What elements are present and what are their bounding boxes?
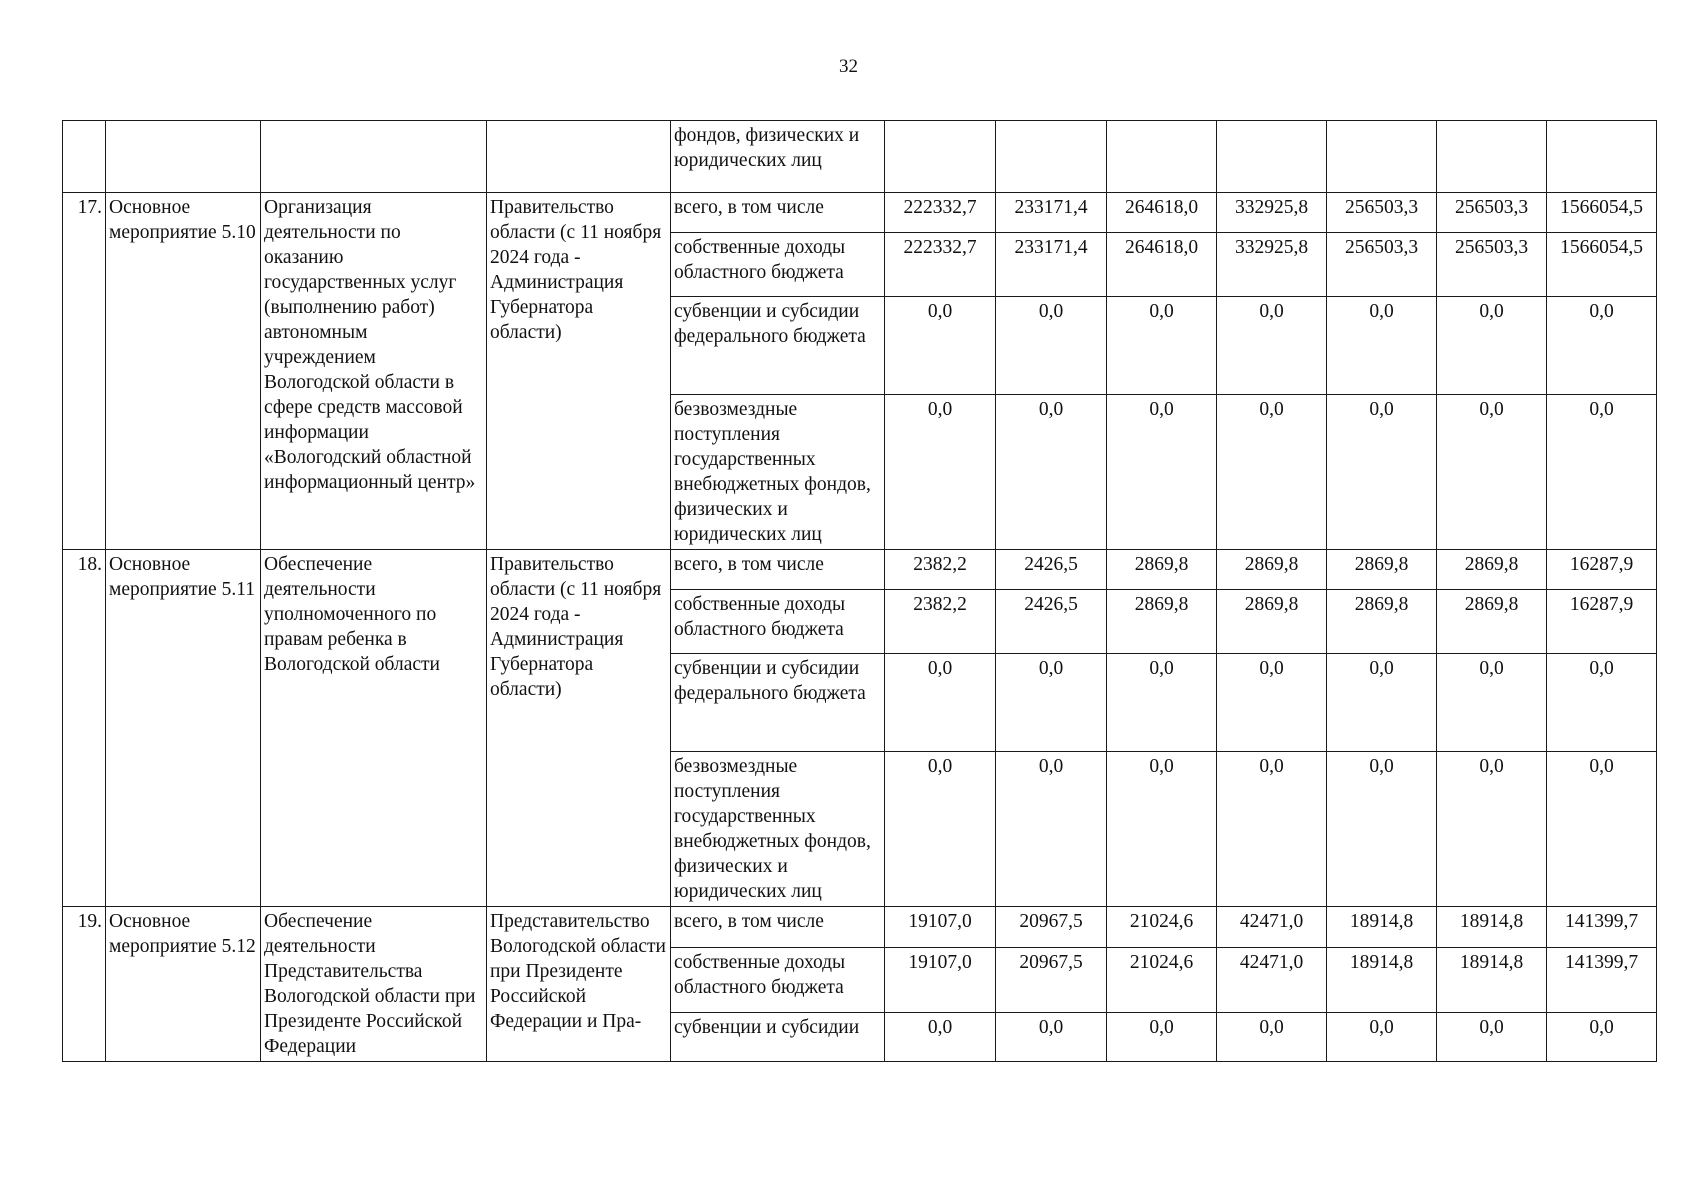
cell-source: всего, в том числе xyxy=(671,550,885,590)
cell-index: 17. xyxy=(63,193,106,550)
cell-value: 0,0 xyxy=(996,752,1107,907)
cell-value xyxy=(1217,121,1327,193)
cell-value: 18914,8 xyxy=(1327,947,1437,1012)
cell-value: 2426,5 xyxy=(996,590,1107,654)
cell-value: 222332,7 xyxy=(885,233,996,297)
cell-value: 2869,8 xyxy=(1437,590,1547,654)
cell-value: 16287,9 xyxy=(1547,590,1657,654)
cell-source: фондов, физических и юридических лиц xyxy=(671,121,885,193)
cell-executor: Правительство области (с 11 ноября 2024 года - Администрация Губернатора области) xyxy=(487,550,671,907)
cell-value: 0,0 xyxy=(1437,752,1547,907)
cell-value: 42471,0 xyxy=(1217,947,1327,1012)
cell-value: 0,0 xyxy=(1547,1013,1657,1062)
cell-value: 19107,0 xyxy=(885,947,996,1012)
cell-source: собственные доходы областного бюджета xyxy=(671,233,885,297)
cell-value: 0,0 xyxy=(1217,395,1327,550)
cell-value: 256503,3 xyxy=(1327,233,1437,297)
cell-name: Обеспечение деятельности уполномоченного по правам ребенка в Вологодской области xyxy=(261,550,487,907)
cell-value: 2869,8 xyxy=(1217,590,1327,654)
cell-value xyxy=(1437,121,1547,193)
cell-name: Обеспечение деятельности Представительства Вологодской области при Президенте Российской Федерации xyxy=(261,907,487,1062)
cell-value: 0,0 xyxy=(1547,752,1657,907)
cell-value: 0,0 xyxy=(996,1013,1107,1062)
cell-value: 0,0 xyxy=(1327,395,1437,550)
cell-value: 0,0 xyxy=(1437,395,1547,550)
cell-value: 0,0 xyxy=(1107,1013,1217,1062)
cell-measure: Основное мероприятие 5.11 xyxy=(106,550,261,907)
cell-value: 21024,6 xyxy=(1107,907,1217,948)
cell-value: 2869,8 xyxy=(1217,550,1327,590)
cell-value: 332925,8 xyxy=(1217,193,1327,233)
cell-source: безвозмездные поступления государственных внебюджетных фондов, физических и юридических лиц xyxy=(671,395,885,550)
cell-source: субвенции и субсидии xyxy=(671,1013,885,1062)
cell-value: 0,0 xyxy=(885,1013,996,1062)
cell-value: 0,0 xyxy=(1437,1013,1547,1062)
cell-value: 16287,9 xyxy=(1547,550,1657,590)
cell-value: 1566054,5 xyxy=(1547,233,1657,297)
cell-value: 141399,7 xyxy=(1547,907,1657,948)
cell-measure xyxy=(106,121,261,193)
cell-value: 0,0 xyxy=(1217,654,1327,752)
cell-value: 0,0 xyxy=(1217,1013,1327,1062)
cell-name: Организация деятельности по оказанию государственных услуг (выполнению работ) автономным учреждением Вологодской области в сфере средств массовой информации «Вологодский областной информационный центр» xyxy=(261,193,487,550)
cell-value: 141399,7 xyxy=(1547,947,1657,1012)
cell-executor: Правительство области (с 11 ноября 2024 года - Администрация Губернатора области) xyxy=(487,193,671,550)
cell-executor xyxy=(487,121,671,193)
cell-value: 1566054,5 xyxy=(1547,193,1657,233)
cell-value xyxy=(1327,121,1437,193)
cell-name xyxy=(261,121,487,193)
cell-value: 18914,8 xyxy=(1327,907,1437,948)
cell-value xyxy=(1547,121,1657,193)
cell-value: 18914,8 xyxy=(1437,907,1547,948)
cell-source: безвозмездные поступления государственных внебюджетных фондов, физических и юридических лиц xyxy=(671,752,885,907)
cell-value: 264618,0 xyxy=(1107,233,1217,297)
cell-value: 2869,8 xyxy=(1107,590,1217,654)
cell-source: субвенции и субсидии федерального бюджета xyxy=(671,654,885,752)
cell-value: 18914,8 xyxy=(1437,947,1547,1012)
cell-value: 0,0 xyxy=(1547,297,1657,395)
cell-source: всего, в том числе xyxy=(671,907,885,948)
cell-value: 264618,0 xyxy=(1107,193,1217,233)
cell-value: 0,0 xyxy=(1327,752,1437,907)
cell-value: 2426,5 xyxy=(996,550,1107,590)
cell-value: 256503,3 xyxy=(1327,193,1437,233)
cell-value: 0,0 xyxy=(1547,654,1657,752)
cell-value: 0,0 xyxy=(1217,752,1327,907)
cell-value: 0,0 xyxy=(1107,395,1217,550)
cell-source: субвенции и субсидии федерального бюджета xyxy=(671,297,885,395)
continuation-row xyxy=(63,121,1657,193)
cell-value: 233171,4 xyxy=(996,193,1107,233)
cell-source: собственные доходы областного бюджета xyxy=(671,947,885,1012)
cell-value: 19107,0 xyxy=(885,907,996,948)
cell-value: 0,0 xyxy=(1107,297,1217,395)
cell-value: 233171,4 xyxy=(996,233,1107,297)
cell-value: 0,0 xyxy=(1327,1013,1437,1062)
cell-index: 19. xyxy=(63,907,106,1062)
cell-value: 21024,6 xyxy=(1107,947,1217,1012)
cell-value: 0,0 xyxy=(1327,654,1437,752)
cell-value: 0,0 xyxy=(885,297,996,395)
cell-executor: Представительство Вологодской области при Президенте Российской Федерации и Пра- xyxy=(487,907,671,1062)
cell-source: всего, в том числе xyxy=(671,193,885,233)
cell-value: 0,0 xyxy=(1437,297,1547,395)
cell-value: 0,0 xyxy=(1107,654,1217,752)
cell-value: 332925,8 xyxy=(1217,233,1327,297)
cell-measure: Основное мероприятие 5.10 xyxy=(106,193,261,550)
cell-value: 2382,2 xyxy=(885,590,996,654)
cell-value: 2869,8 xyxy=(1327,590,1437,654)
cell-value: 20967,5 xyxy=(996,947,1107,1012)
table-body xyxy=(63,121,1657,1062)
table-row xyxy=(63,907,1657,948)
cell-value: 2869,8 xyxy=(1327,550,1437,590)
cell-value: 2869,8 xyxy=(1437,550,1547,590)
table-row xyxy=(63,550,1657,590)
cell-value: 2869,8 xyxy=(1107,550,1217,590)
cell-value: 0,0 xyxy=(996,297,1107,395)
cell-value: 42471,0 xyxy=(1217,907,1327,948)
cell-value: 20967,5 xyxy=(996,907,1107,948)
cell-value: 0,0 xyxy=(1107,752,1217,907)
cell-value: 2382,2 xyxy=(885,550,996,590)
cell-value xyxy=(996,121,1107,193)
cell-value: 0,0 xyxy=(1217,297,1327,395)
cell-value: 0,0 xyxy=(885,752,996,907)
cell-value xyxy=(1107,121,1217,193)
table-row xyxy=(63,193,1657,233)
cell-value: 0,0 xyxy=(1547,395,1657,550)
page-number: 32 xyxy=(839,56,858,77)
cell-value: 222332,7 xyxy=(885,193,996,233)
cell-value: 0,0 xyxy=(1437,654,1547,752)
cell-value: 256503,3 xyxy=(1437,193,1547,233)
cell-value: 256503,3 xyxy=(1437,233,1547,297)
cell-value: 0,0 xyxy=(996,395,1107,550)
budget-table xyxy=(62,120,1657,1062)
cell-value: 0,0 xyxy=(1327,297,1437,395)
cell-value xyxy=(885,121,996,193)
cell-measure: Основное мероприятие 5.12 xyxy=(106,907,261,1062)
cell-value: 0,0 xyxy=(996,654,1107,752)
cell-value: 0,0 xyxy=(885,654,996,752)
cell-source: собственные доходы областного бюджета xyxy=(671,590,885,654)
cell-index xyxy=(63,121,106,193)
cell-index: 18. xyxy=(63,550,106,907)
cell-value: 0,0 xyxy=(885,395,996,550)
